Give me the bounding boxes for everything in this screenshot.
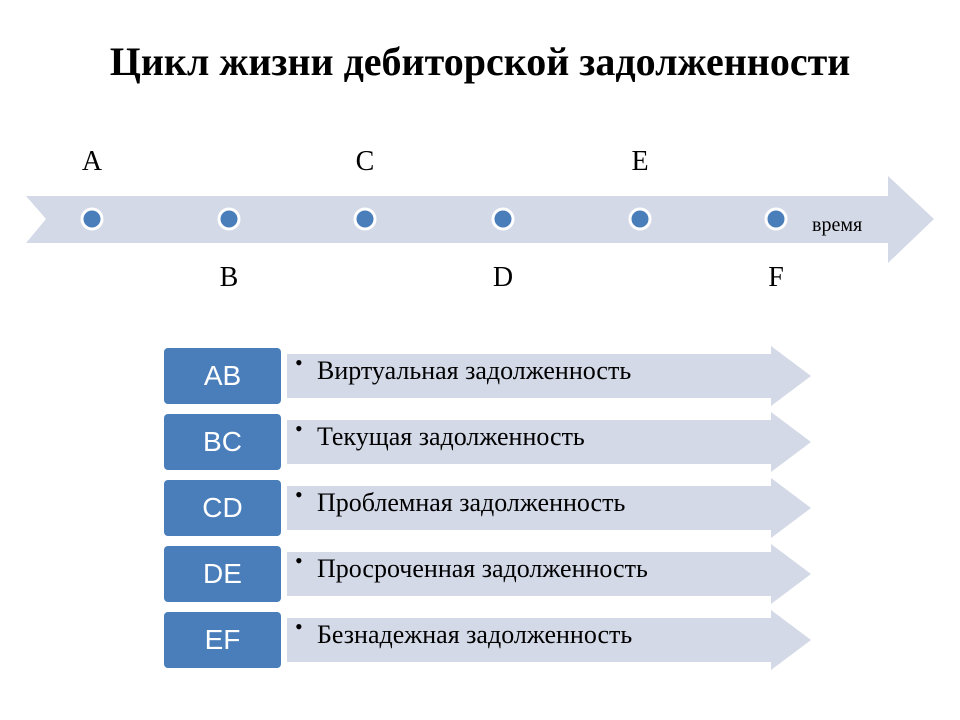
stage-description: Текущая задолженность [317, 422, 585, 451]
stage-row-cd [162, 478, 812, 538]
timeline-point-d [493, 209, 513, 229]
timeline-point-b [219, 209, 239, 229]
stage-code-box: DE [162, 544, 283, 604]
stage-code-box: BC [162, 412, 283, 472]
timeline-arrow [0, 0, 960, 300]
stage-description: Проблемная задолженность [317, 488, 626, 517]
stage-code-box: CD [162, 478, 283, 538]
stage-code-box: AB [162, 346, 283, 406]
bullet-icon: • [295, 614, 303, 639]
stage-description: Безнадежная задолженность [317, 620, 633, 649]
timeline-label-f: F [768, 262, 784, 293]
stage-row-ef [162, 610, 812, 670]
stage-code-box: EF [162, 610, 283, 670]
stage-row-de [162, 544, 812, 604]
page-title: Цикл жизни дебиторской задолженности [109, 39, 851, 84]
timeline-label-e: E [631, 146, 649, 177]
timeline-axis-label: время [812, 214, 863, 236]
stage-description: Просроченная задолженность [317, 554, 648, 583]
timeline-label-a: A [81, 146, 103, 177]
stage-row-ab [162, 346, 812, 406]
timeline-point-a [82, 209, 102, 229]
timeline-point-f [766, 209, 786, 229]
stage-description: Виртуальная задолженность [317, 356, 632, 385]
timeline-arrow-shape [26, 176, 934, 263]
timeline-point-e [630, 209, 650, 229]
timeline-point-c [355, 209, 375, 229]
timeline-label-d: D [492, 262, 514, 293]
bullet-icon: • [295, 350, 303, 375]
bullet-icon: • [295, 482, 303, 507]
stage-row-bc [162, 412, 812, 472]
bullet-icon: • [295, 416, 303, 441]
timeline-label-c: C [355, 146, 375, 177]
timeline-label-b: B [219, 262, 239, 293]
bullet-icon: • [295, 548, 303, 573]
